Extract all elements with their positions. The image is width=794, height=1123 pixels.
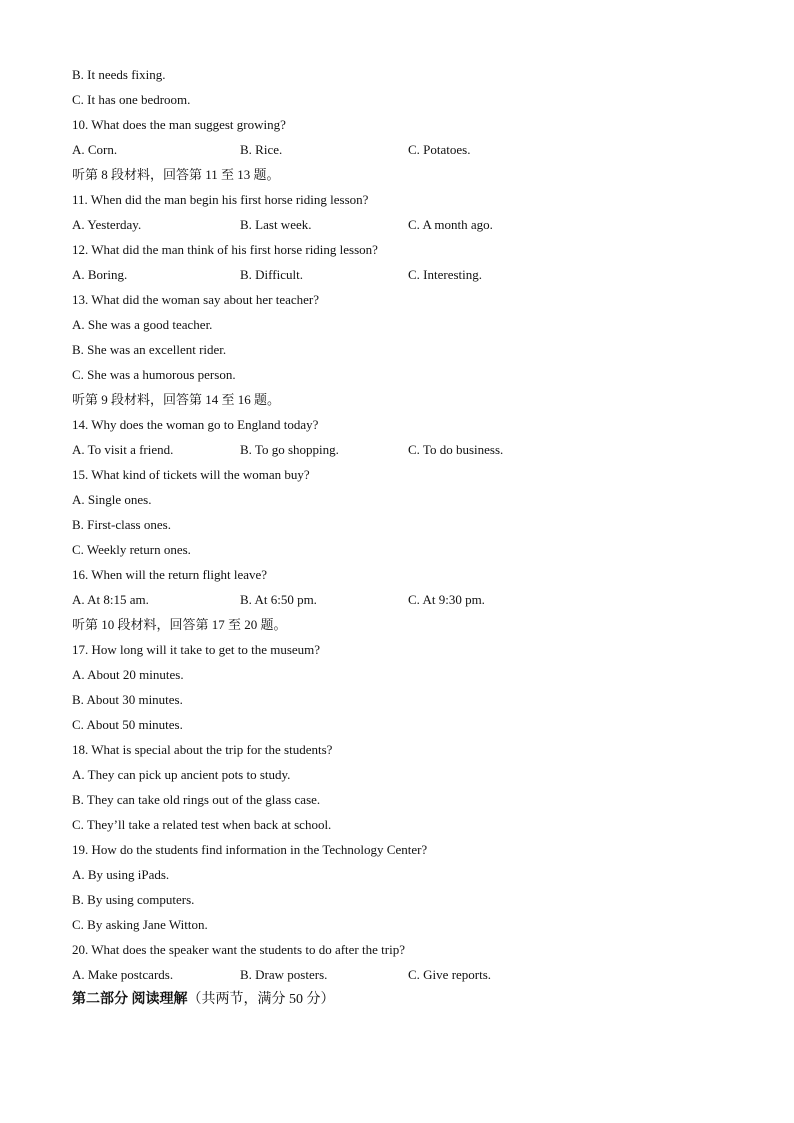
option-c: C. Interesting. [408, 267, 483, 282]
option-b: B. Rice. [240, 142, 283, 157]
option-c: C. A month ago. [408, 217, 493, 232]
option-line: B. About 30 minutes. [72, 692, 183, 707]
question-14: 14. Why does the woman go to England today? [72, 417, 319, 432]
text-line: B. It needs fixing. [72, 67, 166, 82]
options-row-10 [72, 137, 732, 162]
question-11: 11. When did the man begin his first horse riding lesson? [72, 192, 369, 207]
option-line: B. By using computers. [72, 892, 195, 907]
options-row-14 [72, 437, 732, 462]
instruction-line: 听第 10 段材料，回答第 17 至 20 题。 [72, 617, 287, 632]
options-row-11 [72, 212, 732, 237]
option-b: B. Draw posters. [240, 967, 328, 982]
option-c: C. Potatoes. [408, 142, 471, 157]
option-a: A. Yesterday. [72, 217, 142, 232]
instruction-line: 听第 8 段材料，回答第 11 至 13 题。 [72, 167, 280, 182]
option-line: C. They’ll take a related test when back at school. [72, 817, 332, 832]
option-line: C. By asking Jane Witton. [72, 917, 208, 932]
instruction-line: 听第 9 段材料，回答第 14 至 16 题。 [72, 392, 281, 407]
section-header [72, 987, 732, 1012]
question-13: 13. What did the woman say about her teacher? [72, 292, 320, 307]
option-line: A. They can pick up ancient pots to study. [72, 767, 291, 782]
option-line: A. She was a good teacher. [72, 317, 213, 332]
question-16: 16. When will the return flight leave? [72, 567, 268, 582]
option-a: A. Corn. [72, 142, 118, 157]
question-17: 17. How long will it take to get to the museum? [72, 642, 321, 657]
option-line: A. About 20 minutes. [72, 667, 184, 682]
option-line: C. She was a humorous person. [72, 367, 236, 382]
question-10: 10. What does the man suggest growing? [72, 117, 286, 132]
option-a: A. At 8:15 am. [72, 592, 149, 607]
text-line: C. It has one bedroom. [72, 92, 191, 107]
question-12: 12. What did the man think of his first horse riding lesson? [72, 242, 378, 257]
question-19: 19. How do the students find information in the Technology Center? [72, 842, 428, 857]
option-b: B. Last week. [240, 217, 312, 232]
option-line: A. Single ones. [72, 492, 152, 507]
option-line: B. First-class ones. [72, 517, 171, 532]
question-20: 20. What does the speaker want the students to do after the trip? [72, 942, 405, 957]
options-row-12 [72, 262, 732, 287]
option-line: B. She was an excellent rider. [72, 342, 227, 357]
option-a: A. Make postcards. [72, 967, 174, 982]
question-15: 15. What kind of tickets will the woman buy? [72, 467, 310, 482]
option-line: C. About 50 minutes. [72, 717, 183, 732]
section-title: 第二部分 阅读理解 [72, 992, 188, 1007]
option-c: C. To do business. [408, 442, 504, 457]
option-c: C. At 9:30 pm. [408, 592, 485, 607]
question-18: 18. What is special about the trip for the students? [72, 742, 333, 757]
options-row-16 [72, 587, 732, 612]
option-line: C. Weekly return ones. [72, 542, 191, 557]
question-list [72, 62, 732, 1012]
option-b: B. Difficult. [240, 267, 303, 282]
section-subtitle: （共两节，满分 50 分） [187, 992, 335, 1007]
options-row-20 [72, 962, 732, 987]
option-a: A. Boring. [72, 267, 128, 282]
option-line: B. They can take old rings out of the glass case. [72, 792, 321, 807]
option-c: C. Give reports. [408, 967, 492, 982]
option-a: A. To visit a friend. [72, 442, 174, 457]
option-b: B. To go shopping. [240, 442, 339, 457]
option-line: A. By using iPads. [72, 867, 170, 882]
option-b: B. At 6:50 pm. [240, 592, 317, 607]
